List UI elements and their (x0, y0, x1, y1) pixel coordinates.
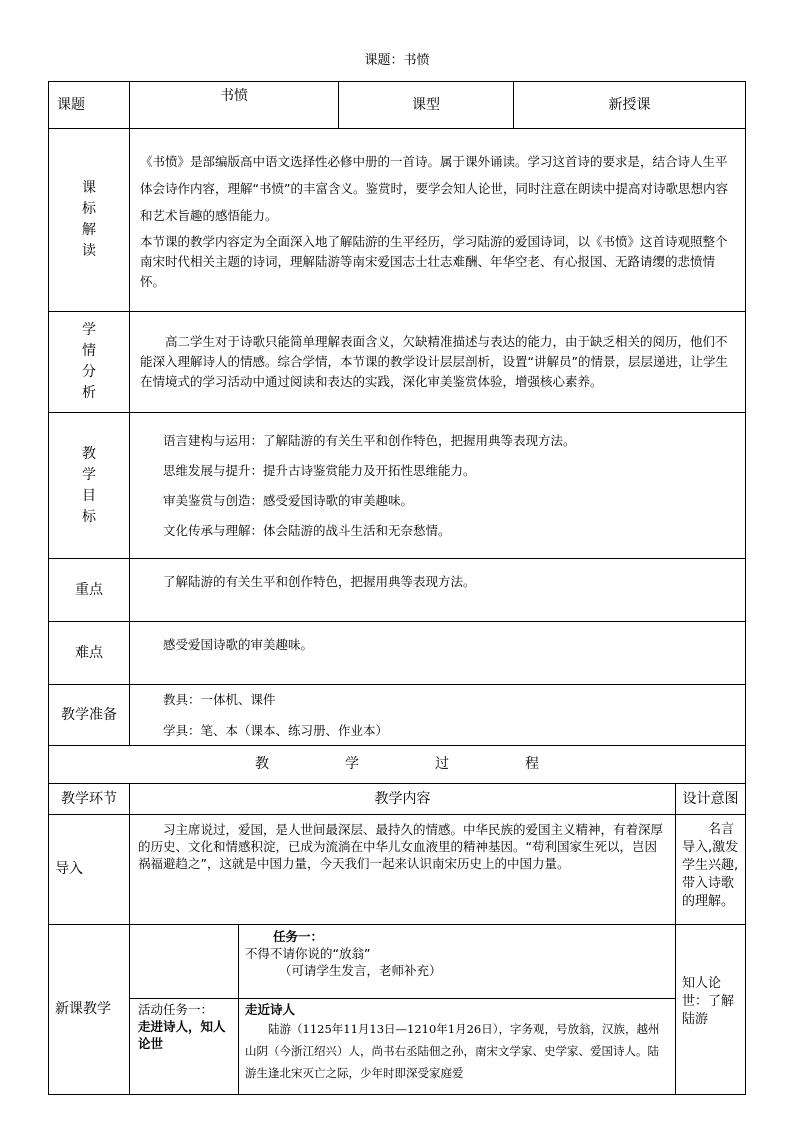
zhongdian-text: 了解陆游的有关生平和创作特色，把握用典等表现方法。 (130, 559, 746, 622)
bio-block (239, 999, 676, 1095)
nandian-text: 感受爱国诗歌的审美趣味。 (130, 622, 746, 685)
xueqing-text: 高二学生对于诗歌只能简单理解表面含义，欠缺精准描述与表达的能力，由于缺乏相关的阅历，他们不能深入理解诗人的情感。综合学情，本节课的教学设计层层剖析，设置“讲解员”的情景，层层递进，让学生在情境式的学习活动中通过阅读和表达的实践，深化审美鉴赏体验，增强核心素养。 (130, 312, 746, 413)
bio-text: 陆游（1125年11月13日—1210年1月26日），字务观，号放翁，汉族，越州山阴（今浙江绍兴）人，尚书右丞陆佃之孙，南宋文学家、史学家、爱国诗人。陆游生逢北宋灭亡之际，少年时即深受家庭爱 (245, 1022, 660, 1080)
task-one-block (239, 925, 676, 999)
section-title: 走近诗人 (245, 1002, 296, 1017)
zhongdian-label: 重点 (49, 559, 130, 622)
task-note: （可请学生发言，老师补充） (279, 963, 442, 978)
xueju-line: 学具：笔、本（课本、练习册、作业本） (163, 723, 389, 738)
kebiao-label: 课 标 解 读 (49, 129, 130, 312)
task-title: 任务一： (273, 929, 324, 944)
mubiao-item: 文化传承与理解：体会陆游的战斗生活和无奈愁情。 (163, 523, 451, 538)
jiaoju-line: 教具：一体机、课件 (163, 692, 276, 707)
activity-cell (130, 999, 239, 1095)
process-heading: 教 学 过 程 (49, 746, 746, 784)
task-line: 不得不请你说的“放翁” (245, 946, 371, 961)
col-intent-header: 设计意图 (676, 784, 746, 815)
kexing-label: 课型 (339, 82, 514, 129)
mubiao-item: 审美鉴赏与创造：感受爱国诗歌的审美趣味。 (163, 493, 414, 508)
mubiao-label: 教 学 目 标 (49, 413, 130, 559)
keti-value: 书愤 (130, 82, 339, 129)
zhunbei-text (130, 685, 746, 746)
keti-label: 课题 (49, 82, 130, 129)
xinke-label: 新课教学 (49, 925, 130, 1095)
xinke-intent: 知人论世：了解陆游 (676, 925, 746, 1095)
xueqing-label: 学 情 分 析 (49, 312, 130, 413)
page-title: 课题：书愤 (364, 53, 430, 68)
mubiao-list (130, 413, 746, 559)
xinke-empty-cell (130, 925, 239, 999)
daoru-intent: 名言导入,激发学生兴趣,带入诗歌的理解。 (676, 815, 746, 925)
lesson-plan-table (48, 81, 746, 1095)
activity-name: 走进诗人，知人论世 (138, 1019, 226, 1051)
kebiao-paragraph-1: 《书愤》是部编版高中语文选择性必修中册的一首诗。属于课外诵读。学习这首诗的要求是，结合诗人生平体会诗作内容，理解“书愤”的丰富含义。鉴赏时，要学会知人论世，同时注意在朗读中提高对诗歌思想内容和艺术旨趣的感悟能力。 (140, 154, 728, 223)
daoru-content: 习主席说过，爱国，是人世间最深层、最持久的情感。中华民族的爱国主义精神，有着深厚的历史、文化和情感积淀，已成为流淌在中华儿女血液里的精神基因。“苟利国家生死以，岂因祸福避趋之”，这就是中国力量，今天我们一起来认识南宋历史上的中国力量。 (130, 815, 676, 925)
kebiao-text (130, 129, 746, 312)
activity-label: 活动任务一： (138, 1002, 214, 1017)
kebiao-paragraph-2: 本节课的教学内容定为全面深入地了解陆游的生平经历，学习陆游的爱国诗词，以《书愤》这首诗观照整个南宋时代相关主题的诗词，理解陆游等南宋爱国志士壮志难酬、年华空老、有心报国、无路请缨的悲愤情怀。 (140, 234, 728, 289)
col-content-header: 教学内容 (130, 784, 676, 815)
mubiao-item: 语言建构与运用：了解陆游的有关生平和创作特色，把握用典等表现方法。 (163, 433, 576, 448)
col-stage-header: 教学环节 (49, 784, 130, 815)
daoru-label: 导入 (49, 815, 130, 925)
kexing-value: 新授课 (514, 82, 746, 129)
mubiao-item: 思维发展与提升：提升古诗鉴赏能力及开拓性思维能力。 (163, 463, 476, 478)
nandian-label: 难点 (49, 622, 130, 685)
zhunbei-label: 教学准备 (49, 685, 130, 746)
